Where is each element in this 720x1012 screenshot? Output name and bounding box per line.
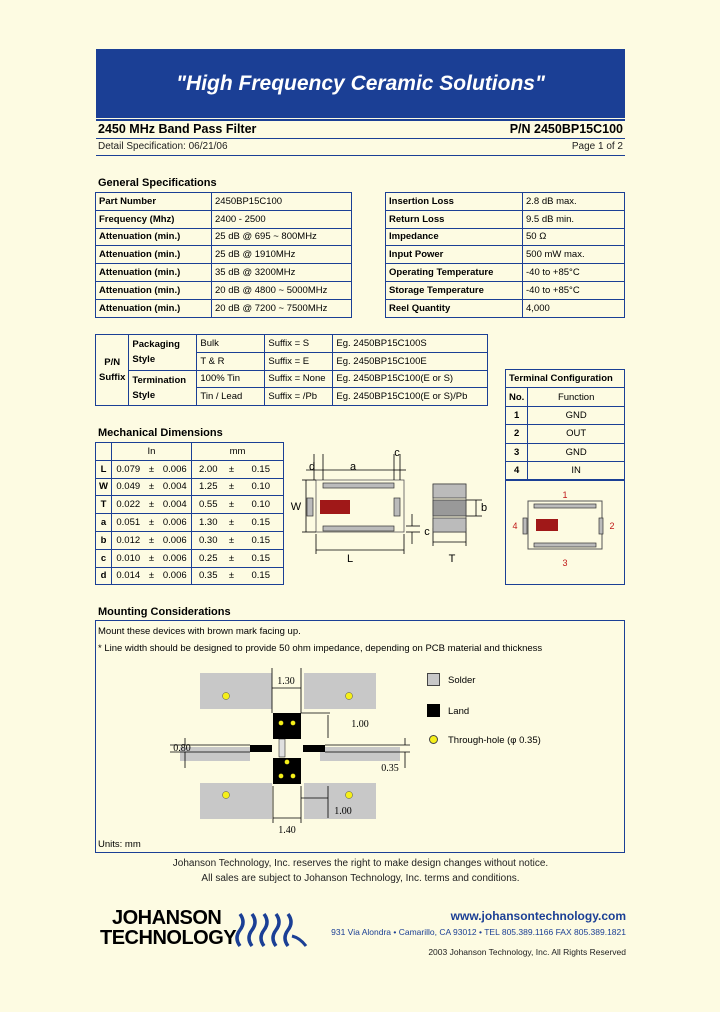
spec-row — [386, 281, 625, 299]
spec-value: 2450BP15C100 — [212, 193, 352, 211]
terminal-3-pad — [534, 543, 596, 547]
mech-key: T — [96, 496, 112, 514]
footer-disclaimer-1: Johanson Technology, Inc. reserves the right to make design changes without notice. — [172, 858, 549, 869]
right-terminal — [394, 498, 400, 516]
mech-in-tol: 0.004 — [159, 496, 192, 514]
mech-corner — [96, 443, 112, 461]
mech-pm: ± — [225, 531, 239, 549]
mech-key: W — [96, 478, 112, 496]
footprint-gap — [272, 673, 304, 819]
product-title: 2450 MHz Band Pass Filter — [98, 122, 257, 136]
spec-label: Attenuation (min.) — [96, 246, 212, 264]
mech-row — [96, 514, 284, 532]
dim-label-c-bottom: c — [424, 526, 430, 538]
mech-pm: ± — [225, 460, 239, 478]
terminal-label-2: 2 — [609, 521, 615, 531]
mechanical-drawing — [290, 442, 500, 582]
pkg-opt: Tin / Lead — [197, 388, 265, 406]
land-top — [273, 713, 301, 739]
dim-100-bottom: 1.00 — [334, 806, 352, 817]
mech-in-tol: 0.004 — [159, 478, 192, 496]
mech-in-tol: 0.006 — [159, 460, 192, 478]
units-note: Units: mm — [98, 839, 141, 850]
mech-in: 0.014 — [112, 567, 145, 585]
spec-value: 500 mW max. — [523, 246, 625, 264]
terminal-1-pad — [534, 504, 596, 508]
terminal-label-3: 3 — [562, 558, 568, 568]
spec-value: 20 dB @ 7200 ~ 7500MHz — [212, 299, 352, 317]
spec-value: 50 Ω — [523, 228, 625, 246]
mech-pm: ± — [145, 478, 159, 496]
terminal-function: GND — [528, 443, 625, 461]
mech-row — [96, 567, 284, 585]
mech-pm: ± — [225, 567, 239, 585]
terminal-config-title: Terminal Configuration — [506, 370, 625, 388]
pkg-suffix: Suffix = /Pb — [265, 388, 333, 406]
mech-pm: ± — [145, 549, 159, 567]
legend-land-swatch — [427, 704, 440, 717]
spec-value: 2400 - 2500 — [212, 210, 352, 228]
bottom-terminal — [323, 526, 394, 531]
dim-100-top: 1.00 — [351, 719, 369, 730]
col-in: In — [112, 443, 192, 461]
mechanical-table — [95, 442, 284, 585]
mech-pm: ± — [145, 460, 159, 478]
spec-label: Frequency (Mhz) — [96, 210, 212, 228]
via — [285, 760, 290, 765]
mech-mm: 1.25 — [192, 478, 225, 496]
mech-mm-tol: 0.15 — [239, 531, 284, 549]
spec-value: -40 to +85°C — [523, 264, 625, 282]
spec-value: 4,000 — [523, 299, 625, 317]
col-mm: mm — [192, 443, 284, 461]
spec-label: Attenuation (min.) — [96, 228, 212, 246]
spec-label: Storage Temperature — [386, 281, 523, 299]
mech-in-tol: 0.006 — [159, 531, 192, 549]
mech-in: 0.022 — [112, 496, 145, 514]
mech-in-tol: 0.006 — [159, 549, 192, 567]
pkg-example: Eg. 2450BP15C100E — [333, 352, 488, 370]
solder-area-right — [320, 747, 400, 761]
spec-label: Operating Temperature — [386, 264, 523, 282]
dim-label-b: b — [480, 502, 488, 514]
spec-row — [96, 299, 352, 317]
mech-pm: ± — [225, 496, 239, 514]
dim-label-W: W — [290, 501, 302, 513]
via — [223, 693, 230, 700]
dim-080: 0.80 — [173, 743, 191, 754]
via — [279, 721, 284, 726]
terminal-no: 2 — [506, 425, 528, 443]
mounting-note-1: Mount these devices with brown mark facing up. — [98, 626, 301, 637]
spec-value: 2.8 dB max. — [523, 193, 625, 211]
terminal-4-pad — [523, 518, 527, 534]
via — [223, 792, 230, 799]
pkg-suffix: Suffix = E — [265, 352, 333, 370]
page-number: Page 1 of 2 — [571, 141, 623, 152]
center-gap — [279, 739, 285, 757]
spec-label: Part Number — [96, 193, 212, 211]
mech-mm-tol: 0.15 — [239, 514, 284, 532]
legend-via-swatch — [429, 735, 438, 744]
top-terminal — [323, 483, 394, 488]
mech-pm: ± — [145, 567, 159, 585]
spec-label: Input Power — [386, 246, 523, 264]
part-number-title: P/N 2450BP15C100 — [509, 122, 623, 136]
mech-key: d — [96, 567, 112, 585]
divider — [96, 155, 625, 156]
mech-mm: 1.30 — [192, 514, 225, 532]
mech-mm-tol: 0.15 — [239, 549, 284, 567]
divider — [96, 138, 625, 139]
spec-label: Reel Quantity — [386, 299, 523, 317]
spec-value: 25 dB @ 1910MHz — [212, 246, 352, 264]
spec-value: 25 dB @ 695 ~ 800MHz — [212, 228, 352, 246]
pkg-example: Eg. 2450BP15C100(E or S) — [333, 370, 488, 388]
terminal-no: 4 — [506, 461, 528, 479]
mech-pm: ± — [225, 549, 239, 567]
terminal-function: IN — [528, 461, 625, 479]
spec-label: Return Loss — [386, 210, 523, 228]
spec-value: 35 dB @ 3200MHz — [212, 264, 352, 282]
mech-mm: 2.00 — [192, 460, 225, 478]
pkg-opt: T & R — [197, 352, 265, 370]
brown-mark — [536, 519, 558, 531]
spec-label: Attenuation (min.) — [96, 299, 212, 317]
mech-mm-tol: 0.10 — [239, 496, 284, 514]
mech-row — [96, 478, 284, 496]
land-right — [303, 745, 325, 752]
mech-pm: ± — [145, 514, 159, 532]
spec-value: -40 to +85°C — [523, 281, 625, 299]
spec-label: Impedance — [386, 228, 523, 246]
packaging-style-label: Packaging Style — [129, 335, 197, 371]
mech-pm: ± — [145, 531, 159, 549]
terminal-diagram — [505, 480, 625, 585]
mech-key: b — [96, 531, 112, 549]
dim-140: 1.40 — [278, 825, 296, 836]
land-left — [250, 745, 272, 752]
general-specs-left-table — [95, 192, 352, 318]
via — [291, 774, 296, 779]
mounting-note-2: * Line width should be designed to provide 50 ohm impedance, depending on PCB material and thickness — [98, 643, 543, 654]
pn-suffix-cell — [96, 335, 129, 406]
mech-row — [96, 460, 284, 478]
terminal-no: 1 — [506, 406, 528, 424]
spec-row — [96, 264, 352, 282]
side-terminal-mid — [433, 500, 466, 516]
pkg-suffix: Suffix = S — [265, 335, 333, 353]
mech-pm: ± — [225, 478, 239, 496]
legend-land: Land — [448, 706, 470, 717]
banner-title: "High Frequency Ceramic Solutions" — [176, 71, 545, 95]
pkg-example: Eg. 2450BP15C100(E or S)/Pb — [333, 388, 488, 406]
mech-in: 0.051 — [112, 514, 145, 532]
terminal-config-table — [505, 369, 625, 480]
general-specs-title: General Specifications — [98, 177, 217, 189]
via — [346, 693, 353, 700]
legend-solder: Solder — [448, 675, 476, 686]
mech-pm: ± — [225, 514, 239, 532]
col-no: No. — [506, 388, 528, 406]
mech-mm-tol: 0.15 — [239, 460, 284, 478]
spec-row — [386, 299, 625, 317]
terminal-function: GND — [528, 406, 625, 424]
mech-key: L — [96, 460, 112, 478]
via — [291, 721, 296, 726]
spec-row — [386, 228, 625, 246]
legend-via: Through-hole (φ 0.35) — [448, 735, 541, 746]
col-function: Function — [528, 388, 625, 406]
general-specs-right-table — [385, 192, 625, 318]
divider — [96, 119, 625, 121]
spec-row — [386, 264, 625, 282]
mech-in: 0.012 — [112, 531, 145, 549]
mech-mm: 0.55 — [192, 496, 225, 514]
via — [346, 792, 353, 799]
spec-row — [386, 193, 625, 211]
spec-row — [386, 210, 625, 228]
pkg-example: Eg. 2450BP15C100S — [333, 335, 488, 353]
via — [279, 774, 284, 779]
side-terminal-bottom — [433, 518, 466, 532]
footer-address: 931 Via Alondra • Camarillo, CA 93012 • TEL 805.389.1166 FAX 805.389.1821 — [331, 927, 626, 937]
dim-035: 0.35 — [381, 763, 399, 774]
website-link[interactable]: www.johansontechnology.com — [450, 909, 626, 923]
dim-label-d: d — [308, 461, 316, 473]
termination-style-label: Termination Style — [129, 370, 197, 406]
dim-label-c-top: c — [394, 447, 400, 459]
logo-technology: TECHNOLOGY — [100, 927, 237, 949]
mech-row — [96, 496, 284, 514]
pn-label: P/N — [104, 357, 121, 369]
dim-130: 1.30 — [277, 676, 295, 687]
logo-johanson: JOHANSON — [112, 907, 222, 929]
dim-label-L: L — [346, 553, 354, 565]
left-terminal — [307, 498, 313, 516]
terminal-label-1: 1 — [562, 490, 568, 500]
pkg-opt: Bulk — [197, 335, 265, 353]
spec-date: Detail Specification: 06/21/06 — [98, 141, 228, 152]
spec-row — [96, 210, 352, 228]
terminal-function: OUT — [528, 425, 625, 443]
mech-in-tol: 0.006 — [159, 567, 192, 585]
spec-row — [96, 228, 352, 246]
spec-row — [96, 281, 352, 299]
spec-value: 20 dB @ 4800 ~ 5000MHz — [212, 281, 352, 299]
mech-mm-tol: 0.15 — [239, 567, 284, 585]
brown-mark — [320, 500, 350, 514]
mech-pm: ± — [145, 496, 159, 514]
pkg-opt: 100% Tin — [197, 370, 265, 388]
mechanical-title: Mechanical Dimensions — [98, 427, 223, 439]
terminal-no: 3 — [506, 443, 528, 461]
spec-row — [96, 193, 352, 211]
mech-key: a — [96, 514, 112, 532]
mech-in: 0.049 — [112, 478, 145, 496]
spec-row — [386, 246, 625, 264]
mech-in: 0.010 — [112, 549, 145, 567]
spec-label: Insertion Loss — [386, 193, 523, 211]
mech-mm: 0.30 — [192, 531, 225, 549]
footprint-drawing — [160, 668, 420, 836]
mech-row — [96, 531, 284, 549]
header-banner — [96, 49, 625, 118]
mech-in: 0.079 — [112, 460, 145, 478]
terminal-diagram-svg — [506, 481, 624, 584]
mech-in-tol: 0.006 — [159, 514, 192, 532]
pkg-suffix: Suffix = None — [265, 370, 333, 388]
mech-mm: 0.35 — [192, 567, 225, 585]
mech-row — [96, 549, 284, 567]
legend-solder-swatch — [427, 673, 440, 686]
side-terminal-top — [433, 484, 466, 498]
spec-label: Attenuation (min.) — [96, 264, 212, 282]
packaging-table — [95, 334, 488, 406]
mech-key: c — [96, 549, 112, 567]
mounting-title: Mounting Considerations — [98, 606, 231, 618]
terminal-2-pad — [599, 518, 603, 534]
suffix-label: Suffix — [99, 372, 126, 384]
terminal-label-4: 4 — [512, 521, 518, 531]
footer-copyright: 2003 Johanson Technology, Inc. All Rights Reserved — [428, 947, 626, 957]
spec-row — [96, 246, 352, 264]
dim-label-T: T — [448, 553, 456, 565]
mech-mm: 0.25 — [192, 549, 225, 567]
spec-label: Attenuation (min.) — [96, 281, 212, 299]
dim-label-a: a — [349, 461, 357, 473]
spec-value: 9.5 dB min. — [523, 210, 625, 228]
mech-mm-tol: 0.10 — [239, 478, 284, 496]
footer-disclaimer-2: All sales are subject to Johanson Technology, Inc. terms and conditions. — [201, 873, 520, 884]
